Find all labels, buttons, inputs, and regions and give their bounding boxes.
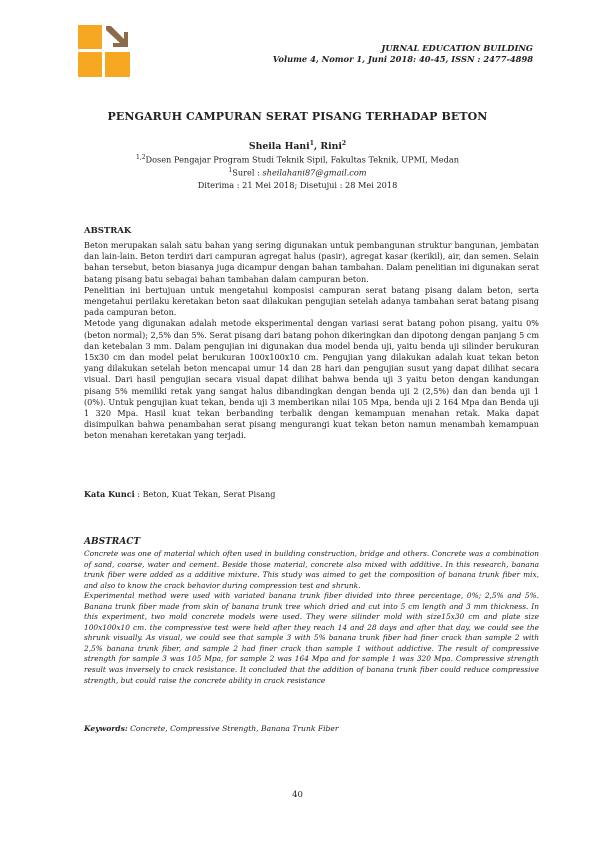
journal-volume: Volume 4, Nomor 1, Juni 2018: 40-45, ISSN : 2477-4898 xyxy=(272,54,533,64)
author-2-sup: 2 xyxy=(341,140,347,147)
logo-square-bottom-right xyxy=(105,52,130,77)
email-link[interactable]: sheilahani87@gmail.com xyxy=(262,167,367,178)
affiliation xyxy=(0,154,595,165)
journal-logo xyxy=(78,25,130,77)
kata-kunci-value: : Beton, Kuat Tekan, Serat Pisang xyxy=(134,489,276,499)
kata-kunci xyxy=(84,489,275,499)
abstrak-body xyxy=(84,240,539,442)
abstrak-paragraph-1: Beton merupakan salah satu bahan yang sering digunakan untuk pembangunan struktur bangunan, jembatan dan lain-lain. Beton terdiri dari campuran agregat halus (pasir), agregat kasar (kerikil), air, dan semen. Selain bahan tersebut, beton biasanya juga dicampur dengan bahan tambahan. Dalam penelitian ini digunakan serat batang pisang batu sebagai bahan tambahan dalam campuran beton. xyxy=(84,240,539,284)
email-sup: 1 xyxy=(228,167,233,174)
keywords-label: Keywords: xyxy=(84,724,128,733)
abstrak-paragraph-2: Penelitian ini bertujuan untuk mengetahui komposisi campuran serat batang pisang dalam beton, serta mengetahui perilaku keretakan beton saat dilakukan pengujian setelah adanya tambahan serat batang pisang pada campuran beton. xyxy=(84,284,539,318)
author-2: , Rini xyxy=(313,141,342,153)
email-label: Surel : xyxy=(232,167,263,178)
affiliation-text: Dosen Pengajar Program Studi Teknik Sipil, Fakultas Teknik, UPMI, Medan xyxy=(145,154,460,165)
author-1: Sheila Hani xyxy=(248,141,310,153)
kata-kunci-label: Kata Kunci xyxy=(84,489,135,499)
paper-title: PENGARUH CAMPURAN SERAT PISANG TERHADAP BETON xyxy=(107,110,488,123)
page-number: 40 xyxy=(292,790,303,800)
paper-authors xyxy=(0,140,595,152)
author-1-sup: 1 xyxy=(309,140,314,147)
logo-square-top-left xyxy=(78,25,102,49)
keywords xyxy=(84,724,339,733)
submission-dates: Diterima : 21 Mei 2018; Disetujui : 28 Mei 2018 xyxy=(197,180,398,190)
logo-square-bottom-left xyxy=(78,52,102,77)
journal-header xyxy=(273,43,533,65)
email-line xyxy=(0,167,595,178)
journal-name: JURNAL EDUCATION BUILDING xyxy=(381,43,533,53)
abstract-paragraph-1: Concrete was one of material which often used in building construction, bridge and others. Concrete was a combination of sand, coarse, water and cement. Beside those material, concrete also mixed with additive. In this research, banana trunk fiber were added as a additive mixture. This study was aimed to get the composition of banana trunk fiber mix, and also to know the crack behavior during compression test and shrunk. xyxy=(84,549,539,590)
logo-arrow xyxy=(106,26,128,47)
abstrak-heading: ABSTRAK xyxy=(84,226,132,236)
keywords-value: Concrete, Compressive Strength, Banana Trunk Fiber xyxy=(127,724,339,733)
affiliation-sup: 1,2 xyxy=(135,154,146,161)
abstract-body xyxy=(84,549,539,686)
abstract-heading: ABSTRACT xyxy=(84,537,141,547)
abstract-paragraph-2: Experimental method were used with variated banana trunk fiber divided into three percentage, 0%; 2,5% and 5%. Banana trunk fiber made from skin of banana trunk tree which dried and cut into 5 cm length and 3 mm thickness. In this experiment, two mold concrete models were used. They were silinder mold with size15x30 cm and plate size 100x100x10 cm. the compressive test were held after they reach 14 and 28 days and after that day, we could see the shrunk visually. As visual, we could see that sample 3 with 5% banana trunk fiber had finer crack than sample 2 with 2,5% banana trunk fiber, and sample 2 had finer crack than sample 1 without addictive. The result of compressive strength for sample 3 was 105 Mpa, for sample 2 was 164 Mpa and for sample 1 was 320 Mpa. Compressive strength result was inversely to crack resistance. It concluded that the addition of banana trunk fiber could reduce compressive strength, but could raise the concrete ability in crack resistance xyxy=(84,591,539,685)
abstrak-paragraph-3: Metode yang digunakan adalah metode eksperimental dengan variasi serat batang pohon pisang, yaitu 0% (beton normal); 2,5% dan 5%. Serat pisang dari batang pohon dikeringkan dan dipotong dengan panjang 5 cm dan ketebalan 3 mm. Dalam pengujian ini digunakan dua model benda uji, yaitu benda uji silinder berukuran 15x30 cm dan model pelat berukuran 100x100x10 cm. Pengujian yang dilakukan adalah kuat tekan beton yang dilakukan setelah beton mencapai umur 14 dan 28 hari dan pengujian susut yang dapat dilihat secara visual. Dari hasil pengujian secara visual dapat dilihat bahwa benda uji 3 yaitu beton dengan kandungan pisang 5% memiliki retak yang sangat halus dibandingkan dengan benda uji 2 (2,5%) dan dan benda uji 1 (0%). Untuk pengujian kuat tekan, benda uji 3 memberikan nilai 105 Mpa, benda uji 2 164 Mpa dan Benda uji 1 320 Mpa. Hasil kuat tekan berbanding terbalik dengan kemampuan menahan retak. Maka dapat disimpulkan bahwa penambahan serat pisang mengurangi kuat tekan beton namun menambah kemampuan beton menahan keretakan yang terjadi. xyxy=(84,318,540,441)
